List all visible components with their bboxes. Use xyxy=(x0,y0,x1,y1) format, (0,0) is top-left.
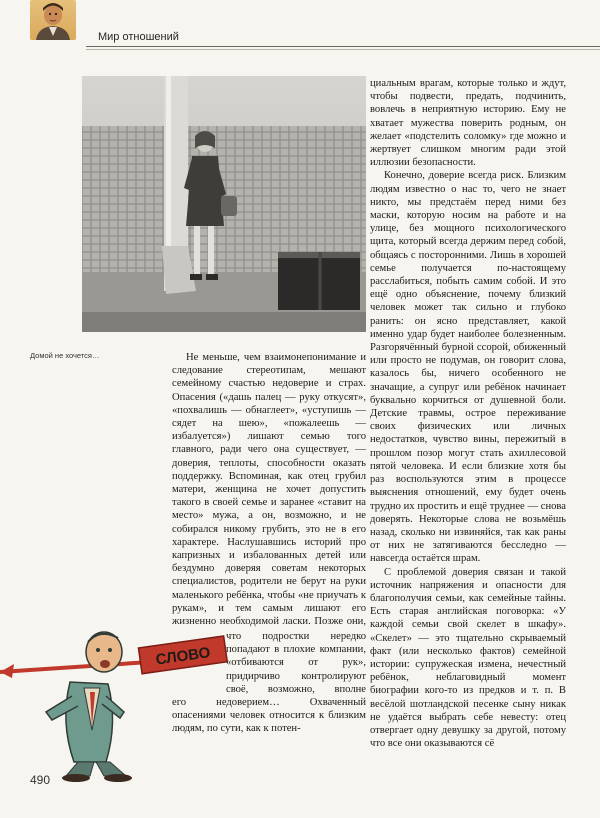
text-column-left-middle xyxy=(226,630,366,696)
paragraph: его недоверием… Охваченный опасениями человек относится к близким людям, по сути, как к потен- xyxy=(172,697,366,735)
paragraph: Не меньше, чем взаимонепонимание и следование стереотипам, мешают семейному счастью недоверие и страх. Опасения («дашь палец — руку откусят», «похвалишь — обнаглеет», «уступишь — сядет на шею», «пожалеешь — избалуется») лишают семью того главного, ради чего она существует, — доверия, теплоты, способности оказать поддержку. Вспоминая, как отец грубил матери, женщина не хочет допустить такого в своей семье и заранее «ставит на место» мужа, а он, возможно, и не собирался никому грубить, это не в его характере. Наслушавшись историй про капризных и избалованных детей или бездумно доверяя советам некоторых специалистов, родители не берут на руки маленького ребёнка, чтобы «не приучать к рукам», и тем самым лишают его жизненно необходимой ласки. Позже они, xyxy=(172,352,366,628)
paragraph: С проблемой доверия связан и такой источник напряжения и опасности для благополучия семьи, как семейные тайны. Есть старая английская поговорка: «У каждой семьи свой скелет в шкафу». «Скелет» — это тщательно скрываемый факт (или несколько фактов) семейной истории: супружеская измена, нечестный ребёнок, неблаговидный момент биографии кого-то из предков и т. п. В весёлой шотландской песенке сыну никак не удаётся выбрать себе невесту: отец отвергает одну девушку за другой, потому что все они оказываются сё xyxy=(370,566,566,750)
paragraph: Конечно, доверие всегда риск. Близким людям известно о нас то, чего не знает никто, мы предстаём перед ними без маски, которую носим на работе и на улице, без мощного психологического щита, который всегда держим перед собой, общаясь с посторонними. Лишь в хорошей семье получается по-настоящему расслабиться, побыть самим собой. И это ещё одно объяснение, почему близкий человек может так сильно и глубоко ранить: он ясно представляет, какой именно удар будет наиболее болезненным. Разгорячённый бурной ссорой, обиженный или просто не подумав, он говорит слова, казалось бы, ничего особенного не значащие, а супруг или ребёнок начинает буквально корчиться от душевной боли. Детские травмы, острое переживание своих физических или личных недостатков, чувство вины, пережитый в прошлом позор могут стать ахиллесовой пятой человека. И если близкие хотя бы раз воспользуются этим в процессе выяснения отношений, ему будет очень трудно их простить и ещё труднее — снова доверять. Некоторые слова не возьмёшь назад, сколько ни извиняйся, так как раны от них не затягиваются бесследно — навсегда остаётся шрам. xyxy=(370,170,566,565)
cartoon-man-hit-by-word-arrow xyxy=(0,612,236,782)
word-label: СЛОВО xyxy=(154,644,212,669)
header-divider xyxy=(86,46,600,47)
text-column-right xyxy=(370,77,566,782)
portrait-icon xyxy=(30,0,76,40)
photo-caption: Домой не хочется… xyxy=(30,351,100,360)
photo-girl-at-wall xyxy=(82,76,366,332)
paragraph: что подростки нередко попадают в плохие компании, «отбиваются от рук», придирчиво контролируют своё, возможно, вполне xyxy=(226,631,366,695)
section-title: Мир отношений xyxy=(98,31,179,43)
header-divider-secondary xyxy=(86,49,600,50)
page-number: 490 xyxy=(30,773,51,787)
text-column-left-top xyxy=(172,351,366,629)
paragraph: циальным врагам, которые только и ждут, чтобы подвести, предать, подчинить, вовлечь в неприятную историю. Ему не хватает мужества поверить родным, он желает «подстелить соломку» где можно и жертвует слишком многим ради этой иллюзии безопасности. xyxy=(370,78,566,169)
